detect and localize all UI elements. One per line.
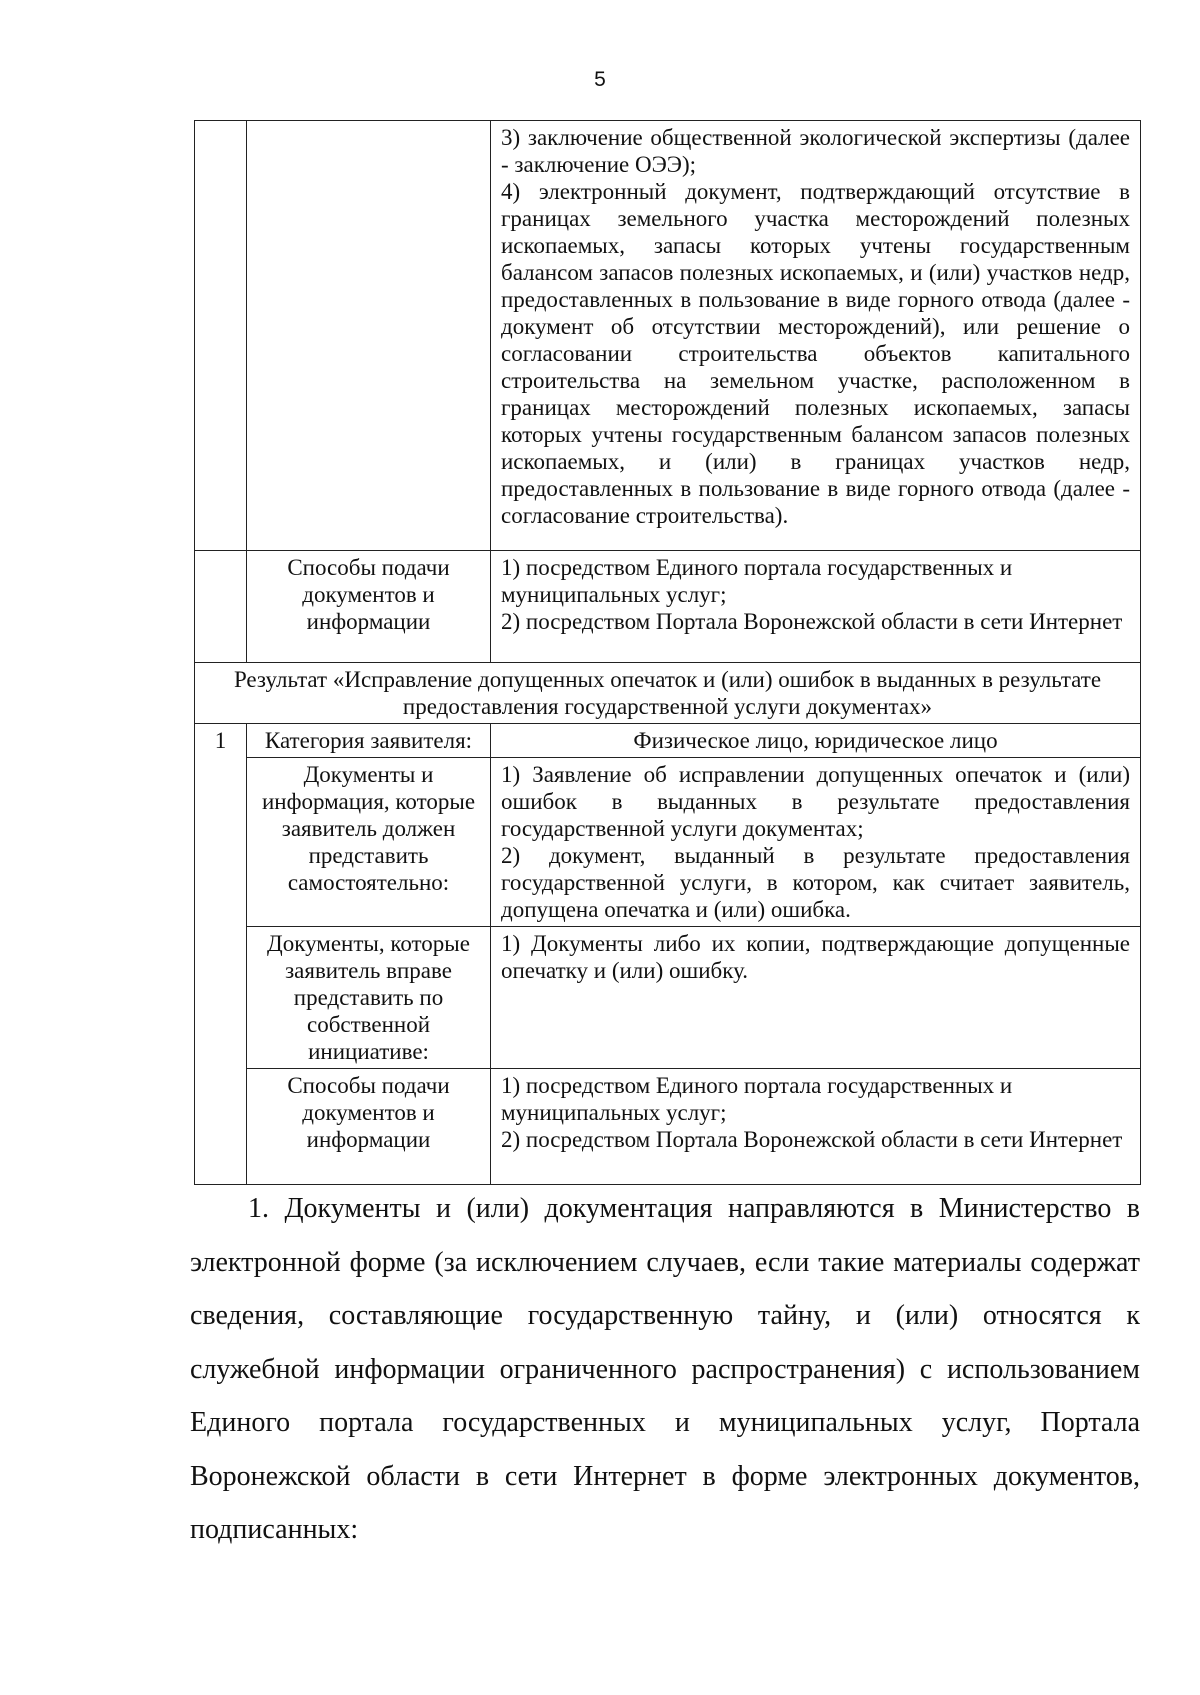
result-row [195,663,1141,724]
result-title: Результат «Исправление допущенных опечаток и (или) ошибок в выданных в результате предоставления государственной услуги документах» [195,663,1141,724]
number-cell [195,551,247,663]
table-row [195,724,1141,758]
methods-cell [491,1069,1141,1185]
label-cell [247,121,491,551]
list-item: 1) Документы либо их копии, подтверждающие допущенные опечатку и (или) ошибку. [501,931,1130,983]
category-label: Категория заявителя: [247,724,491,758]
paragraph-text: 1. Документы и (или) документация направляются в Министерство в электронной форме (за исключением случаев, если такие материалы содержат сведения, составляющие государственную тайну, и (или) относятся к служебной информации ограниченного распространения) с использованием Единого портала государственных и муниципальных услуг, Портала Воронежской области в сети Интернет в форме электронных документов, подписанных: [190,1193,1140,1545]
table-row [195,927,1141,1069]
list-item: 2) документ, выданный в результате предоставления государственной услуги, в котором, как считает заявитель, допущена опечатка и (или) ошибка. [501,843,1130,922]
list-item: 2) посредством Портала Воронежской области в сети Интернет [501,609,1123,634]
number-cell [195,121,247,551]
body-paragraph [190,1182,1140,1557]
list-item: 1) посредством Единого портала государственных и муниципальных услуг; [501,555,1013,607]
methods-cell [491,551,1141,663]
list-item: 1) посредством Единого портала государственных и муниципальных услуг; [501,1073,1013,1125]
methods-label: Способы подачи документов и информации [247,1069,491,1185]
optional-docs-label: Документы, которые заявитель вправе представить по собственной инициативе: [247,927,491,1069]
table-row [195,551,1141,663]
service-table [194,120,1141,1185]
table-row [195,1069,1141,1185]
page-number: 5 [594,68,606,91]
table-row [195,121,1141,551]
methods-label: Способы подачи документов и информации [247,551,491,663]
list-item: 4) электронный документ, подтверждающий отсутствие в границах земельного участка месторождений полезных ископаемых, запасы которых учтены государственным балансом запасов полезных ископаемых, и (или) участков недр, предоставленных в пользование в виде горного отвода (далее - документ об отсутствии месторождений), или решение о согласовании строительства объектов капитального строительства на земельном участке, расположенном в границах месторождений полезных ископаемых, запасы которых учтены государственным балансом запасов полезных ископаемых, и (или) в границах участков недр, предоставленных в пользование в виде горного отвода (далее - согласование строительства). [501,179,1130,528]
required-docs-cell [491,758,1141,927]
row-number: 1 [195,724,247,1185]
list-item: 1) Заявление об исправлении допущенных опечаток и (или) ошибок в выданных в результате предоставления государственной услуги документах; [501,762,1130,841]
list-item: 2) посредством Портала Воронежской области в сети Интернет [501,1127,1123,1152]
optional-docs-cell [491,927,1141,1069]
table-row [195,758,1141,927]
continuation-cell [491,121,1141,551]
required-docs-label: Документы и информация, которые заявитель должен представить самостоятельно: [247,758,491,927]
list-item: 3) заключение общественной экологической экспертизы (далее - заключение ОЭЭ); [501,125,1130,177]
category-value: Физическое лицо, юридическое лицо [491,724,1141,758]
